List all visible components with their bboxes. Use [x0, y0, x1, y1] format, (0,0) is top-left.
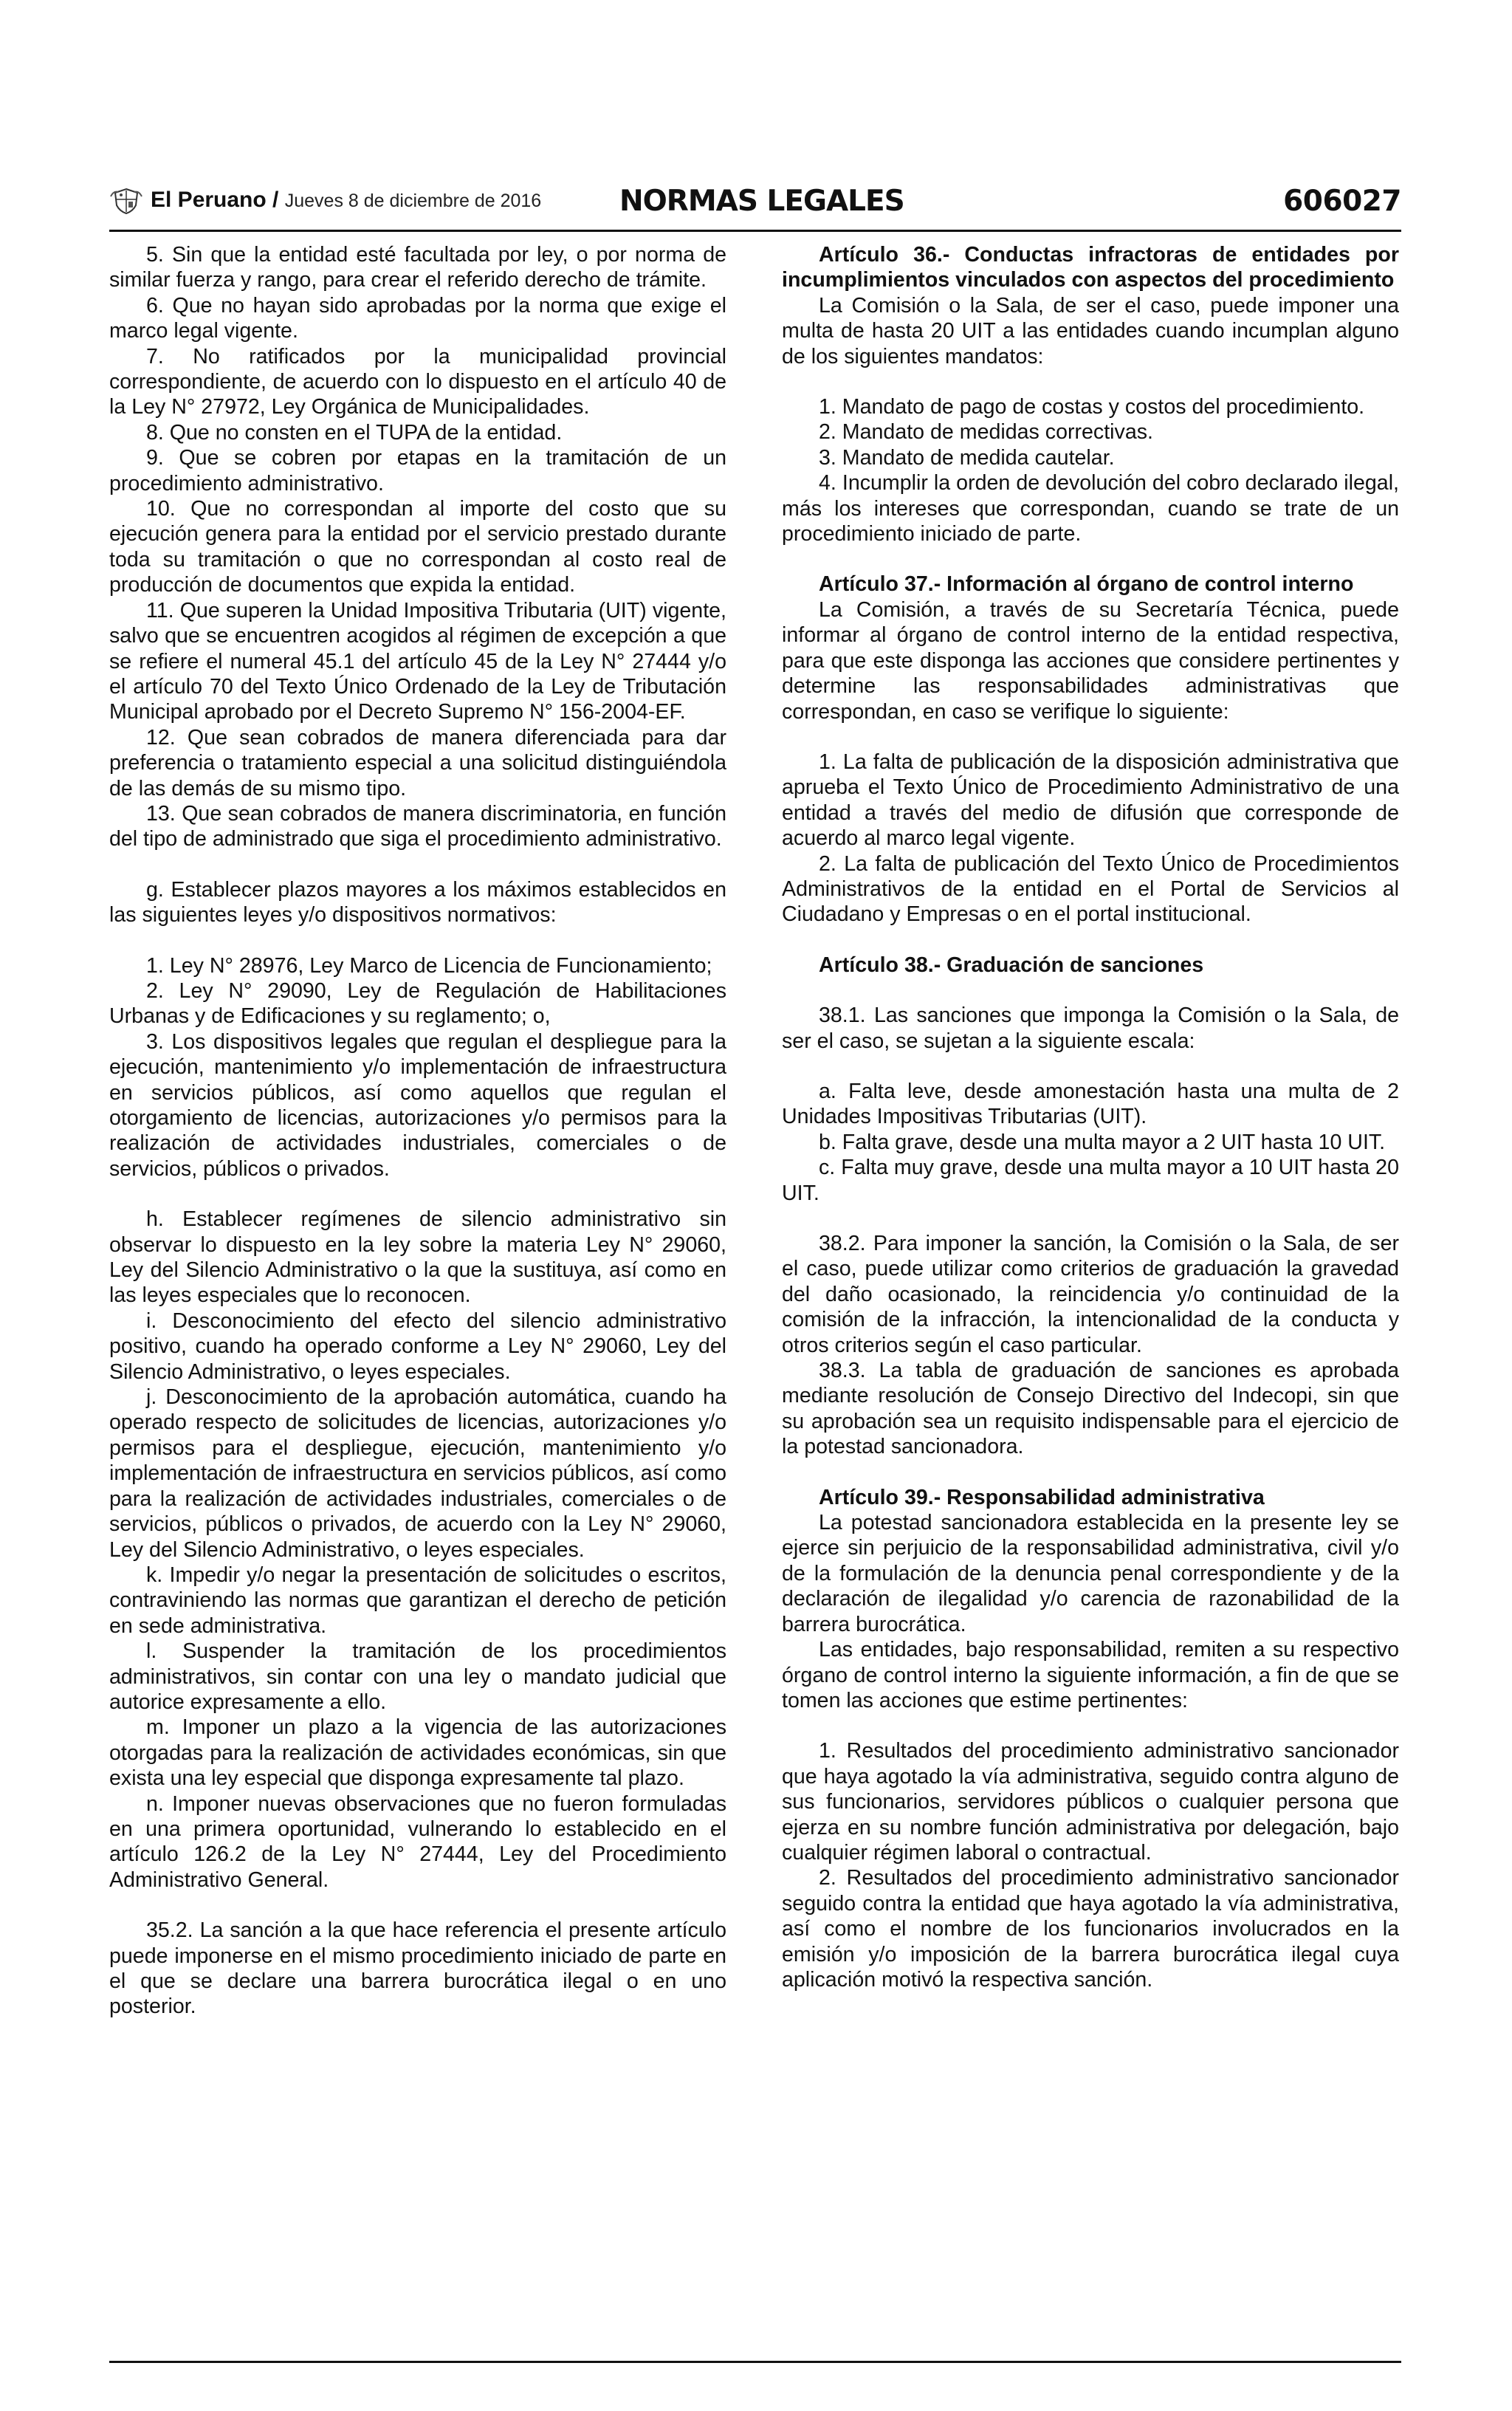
paragraph: 10. Que no correspondan al importe del costo que su ejecución genera para la entidad por el servicio prestado durante toda su tramitación o que no correspondan al costo real de producción de documentos que expida la entidad. — [109, 497, 726, 597]
paragraph: La potestad sancionadora establecida en la presente ley se ejerce sin perjuicio de la responsabilidad administrativa, civil y/o de la formulación de la denuncia penal correspondiente y de la declaración de ilegalidad y/o carencia de razonabilidad de la barrera burocrática. — [782, 1511, 1399, 1636]
paragraph: 2. Ley N° 29090, Ley de Regulación de Habilitaciones Urbanas y de Edificaciones y su reglamento; o, — [109, 978, 726, 1029]
paragraph: 13. Que sean cobrados de manera discriminatoria, en función del tipo de administrado que siga el procedimiento administrativo. — [109, 801, 726, 851]
paragraph: 7. No ratificados por la municipalidad provincial correspondiente, de acuerdo con lo dispuesto en el artículo 40 de la Ley N° 27972, Ley Orgánica de Municipalidades. — [109, 344, 726, 419]
section-title: NORMAS LEGALES — [619, 185, 904, 218]
article-heading — [782, 1485, 1399, 1510]
paragraph: m. Imponer un plazo a la vigencia de las autorizaciones otorgadas para la realización de actividades económicas, sin que exista una ley especial que disponga expresamente tal plazo. — [109, 1715, 726, 1791]
issue-date: Jueves 8 de diciembre de 2016 — [284, 191, 542, 211]
article-38-heading: Artículo 38.- Graduación de sanciones — [819, 953, 1204, 977]
paragraph: 38.1. Las sanciones que imponga la Comisión o la Sala, de ser el caso, se sujetan a la siguiente escala: — [782, 1004, 1399, 1053]
paragraph: b. Falta grave, desde una multa mayor a 2 UIT hasta 10 UIT. — [819, 1130, 1386, 1154]
paragraph: 5. Sin que la entidad esté facultada por ley, o por norma de similar fuerza y rango, para crear el referido derecho de trámite. — [109, 243, 726, 292]
paragraph: c. Falta muy grave, desde una multa mayor a 10 UIT hasta 20 UIT. — [782, 1156, 1399, 1205]
article-37-heading: Artículo 37.- Información al órgano de control interno — [819, 572, 1354, 597]
paragraph: 1. Ley N° 28976, Ley Marco de Licencia de Funcionamiento; — [146, 953, 712, 978]
page-header — [109, 185, 1401, 226]
article-heading — [782, 242, 1399, 293]
paragraph: g. Establecer plazos mayores a los máximos establecidos en las siguientes leyes y/o dispositivos normativos: — [109, 877, 726, 927]
paragraph: 38.3. La tabla de graduación de sanciones es aprobada mediante resolución de Consejo Directivo del Indecopi, sin que su aprobación sea un requisito indispensable para el ejercicio de la potestad sancionadora. — [782, 1359, 1399, 1459]
newspaper-name: El Peruano / — [151, 188, 279, 212]
paragraph: 2. Resultados del procedimiento administrativo sancionador seguido contra la entidad que haya agotado la vía administrativa, así como el nombre de los funcionarios involucrados en la emisión y/o imposición de la barrera burocrática ilegal cuya aplicación motivó la respectiva sanción. — [782, 1866, 1399, 1992]
paragraph: 3. Los dispositivos legales que regulan el despliegue para la ejecución, mantenimiento y/o implementación de infraestructura en servicios públicos, así como aquellos que regulan el otorgamiento de licencias, autorizaciones y/o permisos para la realización de actividades industriales, comerciales o de servicios, públicos o privados. — [109, 1029, 726, 1181]
paragraph: 1. Resultados del procedimiento administrativo sancionador que haya agotado la vía administrativa, seguido contra alguno de sus funcionarios, servidores públicos o cualquier persona que ejerza en su nombre función administrativa por delegación, bajo cualquier régimen laboral o contractual. — [782, 1739, 1399, 1865]
article-39-heading: Artículo 39.- Responsabilidad administrativa — [819, 1485, 1265, 1509]
paragraph: 12. Que sean cobrados de manera diferenciada para dar preferencia o tratamiento especial a una solicitud distinguiéndola de las demás de su mismo tipo. — [109, 725, 726, 800]
right-column — [782, 242, 1399, 1992]
paragraph: n. Imponer nuevas observaciones que no fueron formuladas en una primera oportunidad, vulnerando lo establecido en el artículo 126.2 de la Ley N° 27444, Ley del Procedimiento Administrativo General. — [109, 1791, 726, 1892]
footer-rule — [109, 2361, 1401, 2363]
peru-coat-of-arms-icon — [109, 186, 143, 216]
paragraph: 1. La falta de publicación de la disposición administrativa que aprueba el Texto Único de Procedimiento Administrativo de una entidad a través del medio de difusión que corresponde de acuerdo al marco legal vigente. — [782, 750, 1399, 851]
paragraph: 6. Que no hayan sido aprobadas por la norma que exige el marco legal vigente. — [109, 293, 726, 343]
paragraph: Las entidades, bajo responsabilidad, remiten a su respectivo órgano de control interno la siguiente información, a fin de que se tomen las acciones que estime pertinentes: — [782, 1638, 1399, 1712]
paragraph: i. Desconocimiento del efecto del silencio administrativo positivo, cuando ha operado conforme a Ley N° 29060, Ley del Silencio Administrativo, o leyes especiales. — [109, 1309, 726, 1384]
header-rule — [109, 230, 1401, 232]
paragraph: k. Impedir y/o negar la presentación de solicitudes o escritos, contraviniendo las normas que garantizan el derecho de petición en sede administrativa. — [109, 1563, 726, 1638]
paragraph: 3. Mandato de medida cautelar. — [819, 445, 1115, 470]
paragraph: 38.2. Para imponer la sanción, la Comisión o la Sala, de ser el caso, puede utilizar como criterios de graduación la gravedad del daño ocasionado, la reincidencia y/o continuidad de la comisión de la infracción, la intencionalidad de la conducta y otros criterios según el caso particular. — [782, 1232, 1399, 1357]
paragraph: j. Desconocimiento de la aprobación automática, cuando ha operado respecto de solicitudes de licencias, autorizaciones y/o permisos para el despliegue, ejecución, mantenimiento y/o implementación de infraestructura en servicios públicos, así como para la realización de actividades industriales, comerciales o de servicios, públicos o privados, de acuerdo con la Ley N° 29060, Ley del Silencio Administrativo, o leyes especiales. — [109, 1385, 726, 1562]
paragraph: La Comisión o la Sala, de ser el caso, puede imponer una multa de hasta 20 UIT a las entidades cuando incumplan alguno de los siguientes mandatos: — [782, 293, 1399, 368]
paragraph: La Comisión, a través de su Secretaría Técnica, puede informar al órgano de control interno de la entidad respectiva, para que este disponga las acciones que considere pertinentes y determine las responsabilidades administrativas que correspondan, en caso se verifique lo siguiente: — [782, 597, 1399, 724]
paragraph: l. Suspender la tramitación de los procedimientos administrativos, sin contar con una ley o mandato judicial que autorice expresamente a ello. — [109, 1639, 726, 1714]
paragraph: 1. Mandato de pago de costas y costos del procedimiento. — [819, 395, 1365, 419]
paragraph: 2. La falta de publicación del Texto Único de Procedimientos Administrativos de la entidad en el Portal de Servicios al Ciudadano y Empresas o en el portal institucional. — [782, 851, 1399, 927]
paragraph: 11. Que superen la Unidad Impositiva Tributaria (UIT) vigente, salvo que se encuentren acogidos al régimen de excepción a que se refiere el numeral 45.1 del artículo 45 de la Ley N° 27444 y/o el artículo 70 del Texto Único Ordenado de la Ley de Tributación Municipal aprobado por el Decreto Supremo N° 156-2004-EF. — [109, 598, 726, 724]
paragraph: 9. Que se cobren por etapas en la tramitación de un procedimiento administrativo. — [109, 446, 726, 495]
paragraph: a. Falta leve, desde amonestación hasta una multa de 2 Unidades Impositivas Tributarias (UIT). — [782, 1079, 1399, 1129]
paragraph: 35.2. La sanción a la que hace referencia el presente artículo puede imponerse en el mismo procedimiento iniciado de parte en el que se declare una barrera burocrática ilegal o en uno posterior. — [109, 1918, 726, 2019]
article-heading — [782, 953, 1399, 978]
paragraph: 2. Mandato de medidas correctivas. — [819, 420, 1153, 445]
paragraph: 4. Incumplir la orden de devolución del cobro declarado ilegal, más los intereses que correspondan, cuando se trate de un procedimiento iniciado de parte. — [782, 471, 1399, 546]
page-number: 606027 — [1283, 185, 1401, 218]
article-heading — [782, 572, 1399, 597]
paragraph: 8. Que no consten en el TUPA de la entidad. — [146, 420, 563, 445]
paragraph: h. Establecer regímenes de silencio administrativo sin observar lo dispuesto en la ley sobre la materia Ley N° 29060, Ley del Silencio Administrativo o la que la sustituya, así como en las leyes especiales que lo reconocen. — [109, 1207, 726, 1308]
left-column — [109, 242, 726, 2020]
article-36-heading: Artículo 36.- Conductas infractoras de entidades por incumplimientos vinculados con aspectos del procedimiento — [782, 243, 1399, 292]
